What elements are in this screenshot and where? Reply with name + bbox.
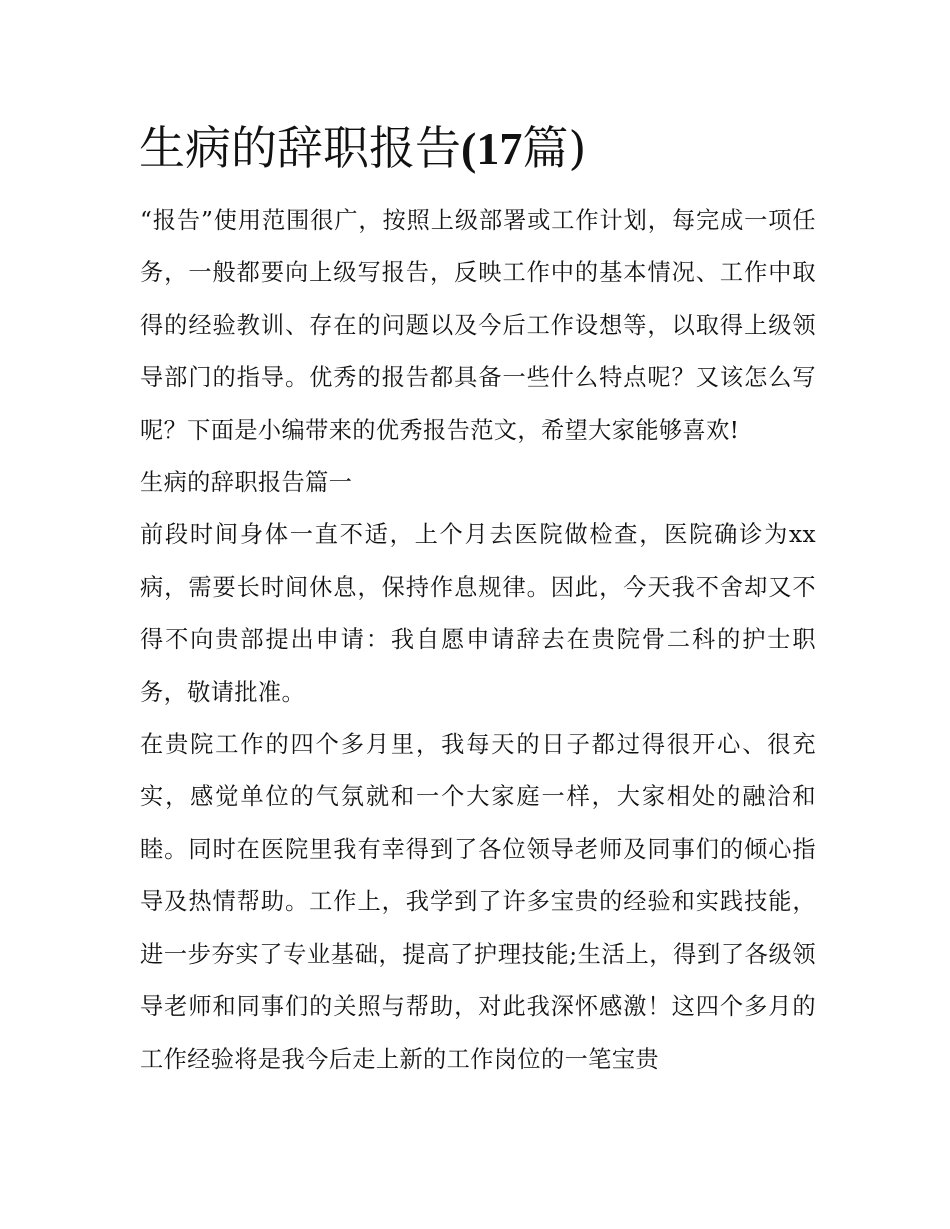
body-paragraph: 前段时间身体一直不适，上个月去医院做检查，医院确诊为xx病，需要长时间休息，保持作息规律。因此，今天我不舍却又不得不向贵部提出申请：我自愿申请辞去在贵院骨二科的护士职务，敬请批准。 xyxy=(140,521,816,706)
page-title xyxy=(139,116,839,181)
section-heading: 生病的辞职报告篇一 xyxy=(140,469,353,497)
document-body xyxy=(140,195,816,1086)
intro-paragraph: “报告”使用范围很广，按照上级部署或工作计划，每完成一项任务，一般都要向上级写报告，反映工作中的基本情况、工作中取得的经验教训、存在的问题以及今后工作设想等，以取得上级领导部门的指导。优秀的报告都具备一些什么特点呢？又该怎么写呢？下面是小编带来的优秀报告范文，希望大家能够喜欢! xyxy=(140,207,816,444)
body-paragraph: 在贵院工作的四个多月里，我每天的日子都过得很开心、很充实，感觉单位的气氛就和一个大家庭一样，大家相处的融洽和睦。同时在医院里我有幸得到了各位领导老师及同事们的倾心指导及热情帮助。工作上，我学到了许多宝贵的经验和实践技能，进一步夯实了专业基础，提高了护理技能;生活上，得到了各级领导老师和同事们的关照与帮助，对此我深怀感激！这四个多月的工作经验将是我今后走上新的工作岗位的一笔宝贵 xyxy=(140,731,816,1073)
title-main: 生病的辞职报告 xyxy=(139,121,461,175)
title-count: (17 xyxy=(461,123,523,174)
title-unit: 篇) xyxy=(522,121,587,175)
